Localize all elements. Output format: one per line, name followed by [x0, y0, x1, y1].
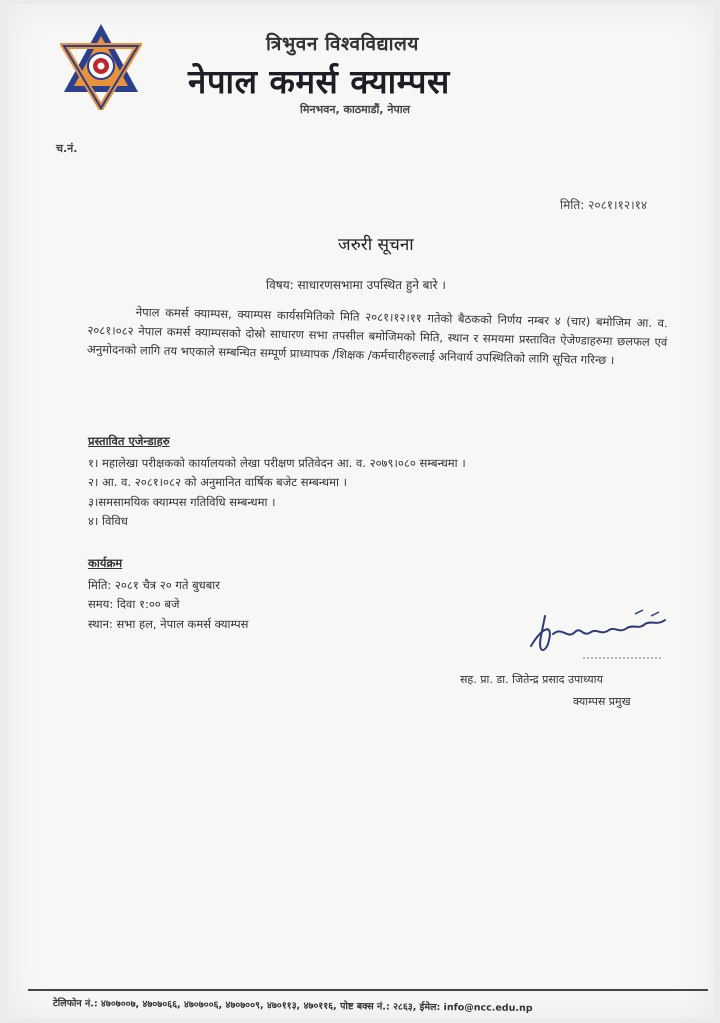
program-date: मिति: २०८१ चैत्र २० गते बुधबार	[88, 577, 220, 592]
program-time: समय: दिवा १:०० बजे	[88, 597, 180, 611]
university-name: त्रिभुवन विश्वविद्यालय	[266, 33, 419, 55]
agenda-heading: प्रस्तावित एजेन्डाहरु	[88, 434, 170, 448]
program-venue: स्थान: सभा हल, नेपाल कमर्स क्याम्पस	[88, 616, 249, 631]
body-paragraph: नेपाल कमर्स क्याम्पस, क्याम्पस कार्यसमितिको मिति २०८१।१२।११ गतेको बैठकको निर्णय नम्बर ४ (चार) बमोजिम आ. व. २०८१।०८२ नेपाल कमर्स क्याम्पसको दोस्रो साधारण सभा तपसील बमोजिमको मिति, स्थान र समयमा प्रस्तावित ऐजेण्डाहरुमा छलफल एवं अनुमोदनको लागि तय भएकाले सम्बन्धित सम्पूर्ण प्राध्यापक /शिक्षक /कर्मचारीहरुलाई अनिवार्य उपस्थितिको लागि सूचित गरिन्छ ।	[86, 305, 668, 368]
letter-page	[8, 4, 714, 1019]
footer-divider	[28, 989, 708, 991]
agenda-item: १। महालेखा परीक्षकको कार्यालयको लेखा परीक्षण प्रतिवेदन आ. व. २०७९।०८० सम्बन्धमा ।	[88, 455, 466, 470]
agenda-item: ३।समसामयिक क्याम्पस गतिविधि सम्बन्धमा ।	[88, 494, 276, 509]
reference-number: च.नं.	[56, 142, 78, 155]
signature-icon	[523, 606, 673, 666]
campus-address: मिनभवन, काठमाडौं, नेपाल	[300, 103, 411, 116]
campus-name: नेपाल कमर्स क्याम्पस	[188, 62, 450, 101]
signatory-title: क्याम्पस प्रमुख	[573, 695, 631, 708]
program-section	[88, 554, 488, 634]
signatory-name: सह. प्रा. डा. जितेन्द्र प्रसाद उपाध्याय	[460, 673, 603, 686]
notice-subject: विषय: साधारणसभामा उपस्थित हुने बारे ।	[266, 278, 446, 292]
notice-date: मिति: २०८१।१२।१४	[560, 198, 648, 212]
agenda-item: ४। विविध	[88, 514, 128, 528]
program-heading: कार्यक्रम	[88, 556, 123, 570]
notice-body	[87, 302, 668, 371]
notice-title: जरुरी सूचना	[338, 235, 414, 255]
agenda-list	[88, 454, 668, 532]
agenda-section	[88, 432, 668, 532]
university-logo-icon	[60, 20, 142, 110]
footer-contact: टेलिफोन नं.: ४७०७००७, ४७०७०६६, ४७०७००६, ४७०७००९, ४७०११३, ४७०११६, पोष्ट बक्स नं.: २८६३, ईमेल: info@ncc.edu.np	[52, 997, 533, 1015]
agenda-item: २। आ. व. २०८१।०८२ को अनुमानित वार्षिक बजेट सम्बन्धमा ।	[88, 475, 347, 489]
